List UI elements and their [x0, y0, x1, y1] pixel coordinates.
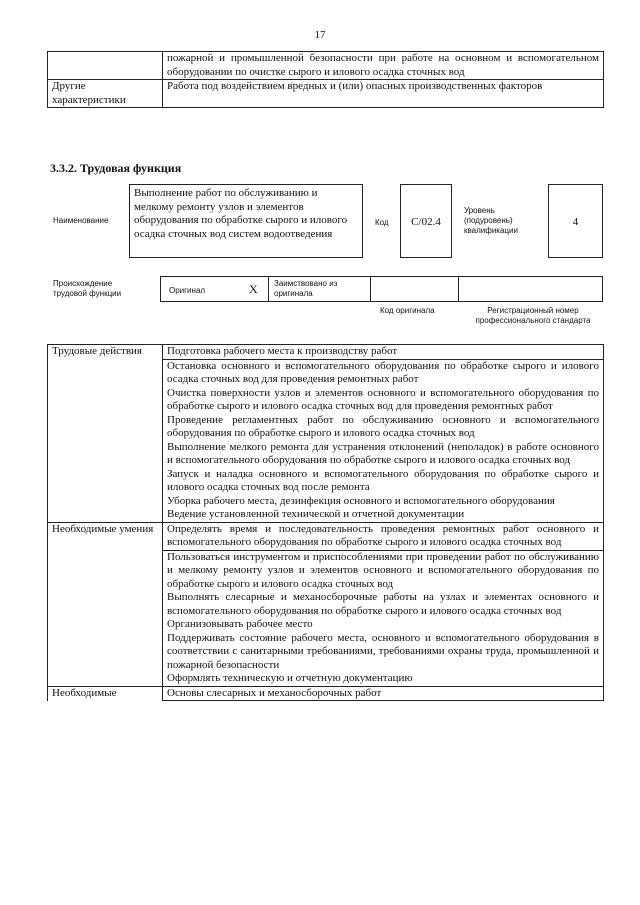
main-table [47, 344, 604, 701]
level-value: 4 [572, 216, 579, 228]
list-item: Подготовка рабочего места к производству работ [163, 345, 604, 360]
list-item: Выполнять слесарные и механосборочные работы на узлах и элементах основного и вспомогательного оборудования по обработке сырого и илового осадка сточных вод [163, 591, 604, 618]
code-label: Код [375, 218, 389, 227]
origin-label: Происхождение трудовой функции [53, 279, 122, 298]
table-row [48, 345, 604, 360]
row-text: пожарной и промышленной безопасности при работе на основном и вспомогательном оборудовании по очистке сырого и илового осадка сточных вод [163, 52, 604, 80]
list-item: Запуск и наладка основного и вспомогательного оборудования по обработке сырого и илового осадка сточных вод после ремонта [163, 468, 604, 495]
level-box [548, 184, 603, 258]
original-mark: X [249, 282, 258, 296]
section-label: Необходимые умения [48, 522, 163, 686]
list-item: Оформлять техническую и отчетную документацию [163, 672, 604, 686]
code-box [400, 184, 452, 258]
list-item: Уборка рабочего места, дезинфекция основного и вспомогательного оборудования [163, 495, 604, 509]
list-item: Поддерживать состояние рабочего места, основного и вспомогательного оборудования в соответствии с санитарными требованиями, требованиями охраны труда, промышленной и пожарной безопасности [163, 632, 604, 673]
row-text: Работа под воздействием вредных и (или) опасных производственных факторов [163, 80, 604, 108]
reg-number-label: Регистрационный номер профессионального стандарта [475, 306, 591, 325]
code-original-label: Код оригинала [380, 306, 435, 315]
row-label [48, 52, 163, 80]
list-item: Пользоваться инструментом и приспособлениями при проведении работ по обслуживанию и мелкому ремонту узлов и элементов основного и вспомогательного оборудования по обработке сырого и илового осадка сточных вод [163, 550, 604, 591]
list-item: Определять время и последовательность проведения ремонтных работ основного и вспомогательного оборудования по обработке сырого и илового осадка сточных вод [163, 522, 604, 550]
table-row [48, 686, 604, 701]
origin-row [160, 276, 603, 302]
section-label: Необходимые [48, 686, 163, 701]
function-name-box [129, 184, 363, 258]
code-value: С/02.4 [411, 216, 441, 228]
list-item: Выполнение мелкого ремонта для устранения отклонений (неполадок) в работе основного и вспомогательного оборудования по обработке сырого и илового осадка сточных вод [163, 441, 604, 468]
function-name: Выполнение работ по обслуживанию и мелкому ремонту узлов и элементов оборудования по обработке сырого и илового осадка сточных вод систем водоотведения [134, 187, 348, 240]
list-item: Ведение установленной технической и отчетной документации [163, 508, 604, 522]
list-item: Очистка поверхности узлов и элементов основного и вспомогательного оборудования по обработке сырого и илового осадка сточных вод для проведения ремонтных работ [163, 387, 604, 414]
level-label: Уровень (подуровень) квалификации [464, 206, 518, 235]
list-item: Остановка основного и вспомогательного оборудования по обработке сырого и илового осадка сточных вод для проведения ремонтных работ [163, 359, 604, 387]
list-item: Организовывать рабочее место [163, 618, 604, 632]
top-table [47, 51, 604, 108]
row-label: Другие характеристики [48, 80, 163, 108]
list-item: Основы слесарных и механосборочных работ [163, 686, 604, 701]
table-row [48, 522, 604, 550]
table-row [48, 80, 604, 108]
section-title: 3.3.2. Трудовая функция [50, 161, 182, 175]
original-label: Оригинал [169, 286, 206, 295]
borrowed-label: Заимствовано из оригинала [274, 279, 338, 298]
list-item: Проведение регламентных работ по обслуживанию основного и вспомогательного оборудования по обработке сырого и илового осадка сточных вод [163, 414, 604, 441]
page-number: 17 [314, 29, 326, 41]
section-label: Трудовые действия [48, 345, 163, 523]
table-row [48, 52, 604, 80]
name-label: Наименование [53, 216, 109, 225]
